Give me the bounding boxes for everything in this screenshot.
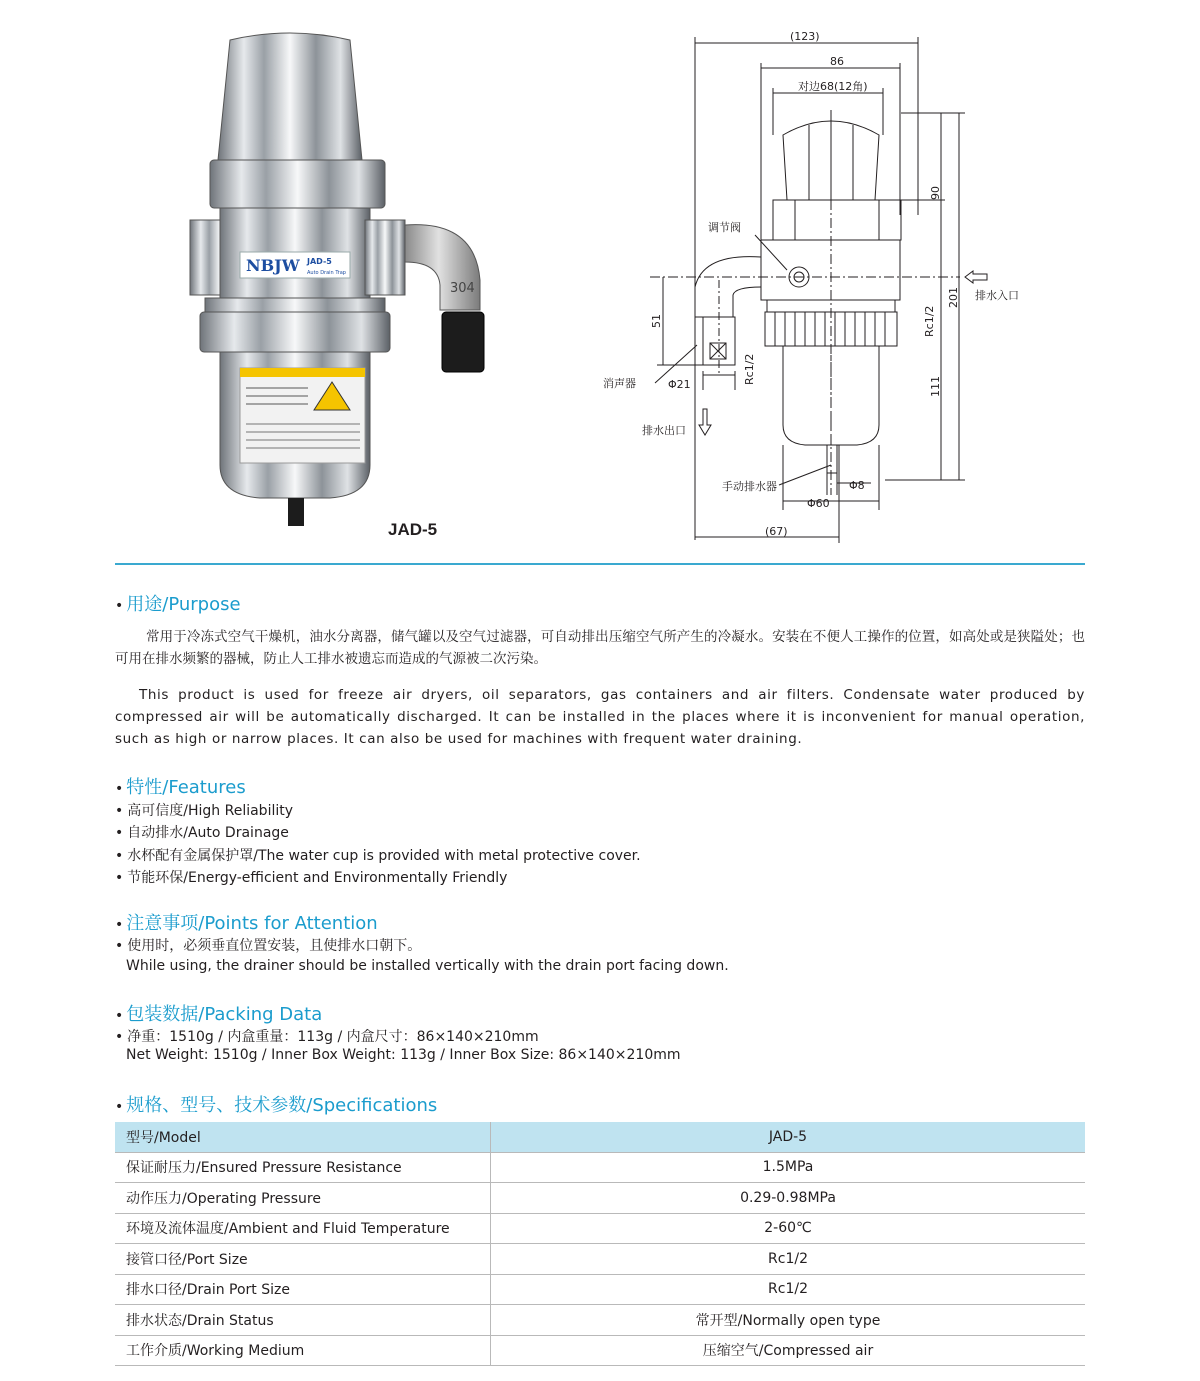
spec-label: 排水口径/Drain Port Size	[115, 1274, 491, 1305]
label-manual-drain: 手动排水器	[722, 480, 777, 493]
dim-upper-height: 90	[929, 186, 942, 200]
spec-value: Rc1/2	[491, 1244, 1086, 1275]
spec-value: 常开型/Normally open type	[491, 1305, 1086, 1336]
dim-body-width: 86	[830, 55, 844, 68]
dim-manual-dia: Φ8	[849, 479, 865, 492]
spec-label: 型号/Model	[115, 1122, 491, 1152]
brand-label: NBJW	[246, 256, 300, 275]
attention-line-cn: • 使用时，必须垂直位置安装，且使排水口朝下。	[115, 938, 422, 954]
spec-value: 2-60℃	[491, 1213, 1086, 1244]
packing-heading: • 包装数据/Packing Data	[115, 1004, 323, 1025]
spec-value: 压缩空气/Compressed air	[491, 1335, 1086, 1366]
dim-outlet-offset: (67)	[765, 525, 788, 538]
table-row	[115, 1213, 1085, 1244]
label-sub: Auto Drain Trap	[307, 270, 346, 276]
product-photo	[180, 30, 520, 550]
table-row	[115, 1305, 1085, 1336]
purpose-text-cn: 常用于冷冻式空气干燥机，油水分离器，储气罐以及空气过滤器，可自动排出压缩空气所产生的冷凝水。安装在不便人工操作的位置，如高处或是狭隘处；也可用在排水频繁的器械，防止人工排水被遗忘而造成的气源被二次污染。	[115, 629, 1085, 667]
port-inlet-thread: Rc1/2	[923, 305, 936, 337]
purpose-text-en: This product is used for freeze air dryers, oil separators, gas containers and air filters. Condensate water produced by compressed air will be automatically discharged. It can be installed in the places where it is inconvenient for manual operation, such as high or narrow places. It can also be used for machines with frequent water draining.	[115, 687, 1085, 747]
table-header-row	[115, 1122, 1085, 1152]
feature-item: • 水杯配有金属保护罩/The water cup is provided with metal protective cover.	[115, 848, 641, 864]
packing-line-cn: • 净重：1510g / 内盒重量：113g / 内盒尺寸：86×140×210mm	[115, 1029, 539, 1045]
table-row	[115, 1274, 1085, 1305]
dim-outlet-height: 51	[650, 314, 663, 328]
feature-item: • 节能环保/Energy-efficient and Environmentally Friendly	[115, 870, 508, 886]
attention-line-en: While using, the drainer should be installed vertically with the drain port facing down.	[126, 958, 729, 974]
attention-heading: • 注意事项/Points for Attention	[115, 913, 378, 934]
spec-label: 排水状态/Drain Status	[115, 1305, 491, 1336]
spec-label: 动作压力/Operating Pressure	[115, 1183, 491, 1214]
spec-label: 保证耐压力/Ensured Pressure Resistance	[115, 1152, 491, 1183]
purpose-heading: • 用途/Purpose	[115, 594, 241, 615]
packing-line-en: Net Weight: 1510g / Inner Box Weight: 113g / Inner Box Size: 86×140×210mm	[126, 1047, 681, 1063]
dim-across-flats: 对边68(12角)	[798, 80, 868, 93]
spec-label: 环境及流体温度/Ambient and Fluid Temperature	[115, 1213, 491, 1244]
dim-total-width: (123)	[790, 30, 820, 43]
label-valve: 调节阀	[708, 221, 741, 234]
feature-item: • 自动排水/Auto Drainage	[115, 825, 289, 841]
label-outlet: 排水出口	[642, 424, 686, 437]
spec-value: JAD-5	[491, 1122, 1086, 1152]
port-outlet-thread: Rc1/2	[743, 353, 756, 385]
spec-value: 0.29-0.98MPa	[491, 1183, 1086, 1214]
spec-label: 工作介质/Working Medium	[115, 1335, 491, 1366]
dim-bowl-dia: Φ60	[807, 497, 830, 510]
dim-total-height: 201	[947, 287, 960, 308]
label-silencer: 消声器	[603, 377, 636, 390]
feature-item: • 高可信度/High Reliability	[115, 803, 294, 819]
spec-table	[115, 1122, 1085, 1366]
dim-lower-height: 111	[929, 376, 942, 397]
label-inlet: 排水入口	[975, 289, 1019, 302]
table-row	[115, 1152, 1085, 1183]
spec-value: 1.5MPa	[491, 1152, 1086, 1183]
spec-label: 接管口径/Port Size	[115, 1244, 491, 1275]
table-row	[115, 1335, 1085, 1366]
table-row	[115, 1244, 1085, 1275]
label-model: JAD-5	[307, 257, 332, 266]
dim-silencer-dia: Φ21	[668, 378, 691, 391]
spec-value: Rc1/2	[491, 1274, 1086, 1305]
elbow-mark: 304	[450, 281, 475, 296]
model-caption: JAD-5	[388, 520, 438, 539]
dimension-drawing	[595, 25, 1065, 550]
divider	[115, 563, 1085, 565]
features-heading: • 特性/Features	[115, 777, 246, 798]
specs-heading: • 规格、型号、技术参数/Specifications	[115, 1095, 438, 1116]
table-row	[115, 1183, 1085, 1214]
